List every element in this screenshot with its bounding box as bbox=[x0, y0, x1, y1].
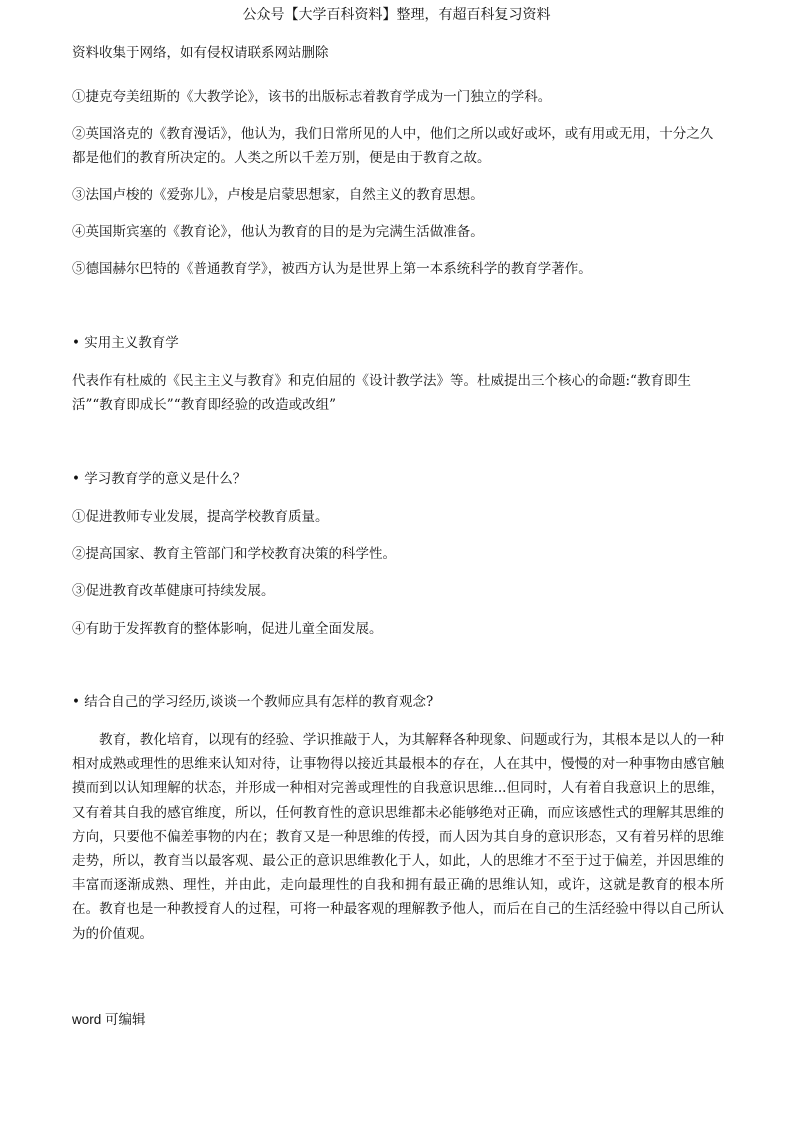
section-heading-essay: • 结合自己的学习经历,谈谈一个教师应具有怎样的教育观念? bbox=[72, 694, 434, 710]
essay-body: 教育，教化培育，以现有的经验、学识推敲于人，为其解释各种现象、问题或行为，其根本是以人的一种相对成熟或理性的思维来认知对待，让事物得以接近其最根本的存在，人在其中，慢慢的对一种事物由感官触摸而到以认知理解的状态，并形成一种相对完善或理性的自我意识思维...但同时，人有着自我意识上的思维，又有着其自我的感官维度，所以，任何教育性的意识思维都未必能够绝对正确，而应该感性式的理解其思维的方向，只要他不偏差事物的内在；教育又是一种思维的传授，而人因为其自身的意识形态，又有着另样的思维走势，所以，教育当以最客观、最公正的意识思维教化于人，如此，人的思维才不至于过于偏差，并因思维的丰富而逐渐成熟、理性，并由此，走向最理性的自我和拥有最正确的思维认知，或许，这就是教育的根本所在。教育也是一种教授育人的过程，可将一种最客观的理解教予他人，而后在自己的生活经验中得以自己所认为的价值观。 bbox=[72, 732, 724, 942]
work-item-2: ②英国洛克的《教育漫话》，他认为，我们日常所见的人中，他们之所以或好或坏，或有用或无用，十分之久都是他们的教育所决定的。人类之所以千差万别，便是由于教育之故。 bbox=[72, 126, 714, 166]
significance-item-3: ③促进教育改革健康可持续发展。 bbox=[72, 583, 275, 599]
significance-item-2: ②提高国家、教育主管部门和学校教育决策的科学性。 bbox=[72, 546, 396, 562]
work-item-1: ①捷克夸美纽斯的《大教学论》，该书的出版标志着教育学成为一门独立的学科。 bbox=[72, 89, 552, 105]
significance-item-4: ④有助于发挥教育的整体影响，促进儿童全面发展。 bbox=[72, 621, 383, 637]
pragmatism-text: 代表作有杜威的《民主主义与教育》和克伯屈的《设计教学法》等。杜威提出三个核心的命题:“教育即生活”“教育即成长”“教育即经验的改造或改组” bbox=[72, 373, 691, 413]
page-footer: word 可编辑 bbox=[72, 1012, 146, 1027]
work-item-3: ③法国卢梭的《爱弥儿》，卢梭是启蒙思想家，自然主义的教育思想。 bbox=[72, 187, 484, 203]
page-header: 公众号【大学百科资料】整理，有超百科复习资料 bbox=[242, 7, 551, 23]
section-heading-significance: • 学习教育学的意义是什么？ bbox=[72, 471, 247, 487]
work-item-5: ⑤德国赫尔巴特的《普通教育学》，被西方认为是世界上第一本系统科学的教育学著作。 bbox=[72, 261, 592, 277]
work-item-4: ④英国斯宾塞的《教育论》，他认为教育的目的是为完满生活做准备。 bbox=[72, 224, 484, 240]
section-heading-pragmatism: • 实用主义教育学 bbox=[72, 335, 179, 351]
copyright-notice: 资料收集于网络，如有侵权请联系网站删除 bbox=[72, 45, 329, 61]
significance-item-1: ①促进教师专业发展，提高学校教育质量。 bbox=[72, 509, 329, 525]
